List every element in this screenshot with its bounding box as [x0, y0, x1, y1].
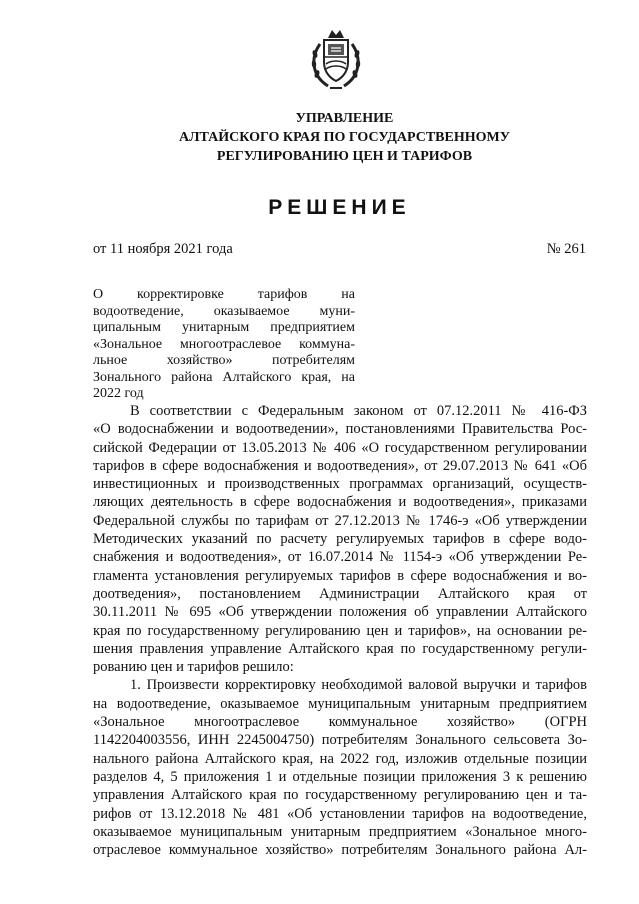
body-line: управления Алтайского края по государственному регулированию цен и та- — [93, 787, 587, 804]
body-line: рифов от 13.12.2018 № 481 «Об установлении тарифов на водоотведение, — [93, 805, 587, 822]
body-line: тарифов в сфере водоснабжения и водоотведения», от 29.07.2013 № 641 «Об — [93, 457, 587, 474]
body-line: «Зональное многоотраслевое коммунальное хозяйство» (ОГРН — [93, 714, 587, 731]
subject-line: льное хозяйство» потребителям — [93, 353, 355, 368]
body-line: на водоотведение, оказываемое муниципальным унитарным предприятием — [93, 695, 587, 712]
subject-line: ципальным унитарным предприятием — [93, 320, 355, 335]
coat-of-arms-icon — [306, 24, 366, 94]
body-line: отраслевое коммунальное хозяйство» потребителям Зонального района Ал- — [93, 842, 587, 859]
document-number: № 261 — [546, 241, 586, 257]
authority-header — [0, 109, 639, 166]
document-date: от 11 ноября 2021 года — [93, 241, 233, 257]
document-body — [93, 402, 587, 859]
body-line: доотведения», постановлением Администрации Алтайского края от — [93, 585, 587, 602]
authority-line: УПРАВЛЕНИЕ — [295, 111, 394, 126]
body-line: В соответствии с Федеральным законом от 07.12.2011 № 416-ФЗ — [130, 403, 587, 419]
body-line: снабжения и водоотведения», от 16.07.2014 № 1154-э «Об утверждении Ре- — [93, 549, 587, 566]
body-line: разделов 4, 5 приложения 1 и отдельные позиции приложения 3 к решению — [93, 768, 587, 785]
subject-line: водоотведение, оказываемое муни- — [93, 303, 355, 319]
subject-line: «Зональное многоотраслевое коммуна- — [93, 336, 355, 352]
authority-line: РЕГУЛИРОВАНИЮ ЦЕН И ТАРИФОВ — [216, 149, 473, 164]
authority-line: АЛТАЙСКОГО КРАЯ ПО ГОСУДАРСТВЕННОМУ — [179, 130, 510, 145]
body-line: 1. Произвести корректировку необходимой валовой выручки и тарифов — [130, 677, 587, 694]
body-line: гламента установления регулируемых тарифов в сфере водоснабжения и во- — [93, 567, 587, 584]
document-type-title: РЕШЕНИЕ — [268, 196, 411, 219]
body-line: ляющих деятельность в сфере водоснабжения и водоотведения», приказами — [93, 494, 587, 511]
subject-line: Зонального района Алтайского края, на — [93, 369, 355, 385]
body-line: 30.11.2011 № 695 «Об утверждении положения об управлении Алтайского — [93, 604, 587, 621]
body-line: «О водоснабжении и водоотведении», постановлениями Правительства Рос- — [93, 421, 587, 438]
body-line: инвестиционных и производственных программах организаций, осуществ- — [93, 476, 587, 493]
subject-block — [93, 287, 355, 403]
date-number-line — [93, 241, 586, 258]
body-line: Федеральной службы по тарифам от 27.12.2013 № 1746-э «Об утверждении — [93, 512, 587, 529]
body-line: 1142204003556, ИНН 2245004750) потребителям Зонального сельсовета Зо- — [93, 732, 587, 749]
body-line: края по государственному регулированию цен и тарифов», на основании ре- — [93, 622, 587, 639]
body-line: сийской Федерации от 13.05.2013 № 406 «О государственном регулировании — [93, 439, 587, 456]
body-line: нального района Алтайского края, на 2022 год, изложив отдельные позиции — [93, 750, 587, 767]
subject-line: О корректировке тарифов на — [93, 287, 355, 302]
body-line: Методических указаний по расчету регулируемых тарифов в сфере водо- — [93, 531, 587, 548]
body-line: рованию цен и тарифов решило: — [93, 659, 294, 676]
body-line: оказываемое муниципальным унитарным предприятием «Зональное много- — [93, 823, 587, 840]
subject-line: 2022 год — [93, 386, 144, 401]
body-line: шения правления управление Алтайского края по государственному регули- — [93, 640, 587, 657]
